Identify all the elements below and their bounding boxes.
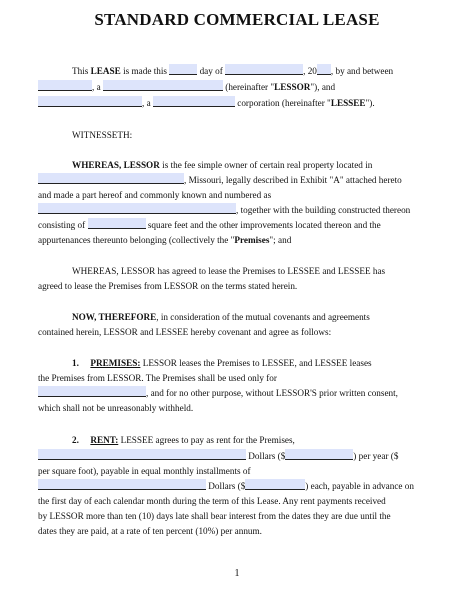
rent-section-line-7: dates they are paid, at a rate of ten percent (10%) per annum. xyxy=(38,526,262,536)
p2-line-1: WHEREAS, LESSOR has agreed to lease the Premises to LESSEE and LESSEE has xyxy=(72,266,386,276)
lessee-name-field[interactable] xyxy=(38,96,142,107)
premises-address-field[interactable] xyxy=(38,203,236,214)
premises-section-line-1: 1. PREMISES: LESSOR leases the Premises to LESSEE, and LESSEE leases xyxy=(72,358,372,368)
rent-section-line-3: per square foot), payable in equal monthly installments of xyxy=(38,466,251,476)
lessee-state-field[interactable] xyxy=(153,96,235,107)
month-field[interactable] xyxy=(225,64,303,75)
premises-section-line-2: the Premises from LESSOR. The Premises shall be used only for xyxy=(38,373,277,383)
p2-line-2: agreed to lease the Premises from LESSOR on the terms stated herein. xyxy=(38,281,298,291)
permitted-use-field[interactable] xyxy=(38,386,146,397)
witnesseth-heading: WITNESSETH: xyxy=(72,130,133,140)
p1-line-4: , together with the building constructed thereon xyxy=(38,203,410,217)
premises-section-line-4: which shall not be unreasonably withheld. xyxy=(38,403,194,413)
p1-line-5: consisting of square feet and the other improvements located thereon and the xyxy=(38,220,381,230)
rent-section-line-4: Dollars ($ ) each, payable in advance on xyxy=(38,479,414,493)
annual-rent-amount-field[interactable] xyxy=(285,449,353,460)
premises-heading: PREMISES: xyxy=(90,358,141,368)
monthly-rent-amount-field[interactable] xyxy=(245,479,305,490)
page-number: 1 xyxy=(234,568,240,579)
county-field[interactable] xyxy=(38,173,184,184)
annual-rent-words-field[interactable] xyxy=(38,449,246,460)
p1-line-6: appurtenances thereunto belonging (collectively the "Premises"; and xyxy=(38,235,292,245)
p3-line-2: contained herein, LESSOR and LESSEE hereby covenant and agree as follows: xyxy=(38,327,332,337)
day-field[interactable] xyxy=(169,64,197,75)
rent-section-line-6: by LESSOR more than ten (10) days late shall bear interest from the dates they are due until the xyxy=(38,511,391,521)
p1-line-1: WHEREAS, LESSOR is the fee simple owner of certain real property located in xyxy=(72,160,373,170)
lessor-name-field[interactable] xyxy=(38,80,92,91)
document-title: STANDARD COMMERCIAL LEASE xyxy=(94,10,380,29)
rent-section-line-1: 2. RENT: LESSEE agrees to pay as rent for the Premises, xyxy=(72,435,295,445)
premises-section-line-3: , and for no other purpose, without LESSOR'S prior written consent, xyxy=(38,386,398,400)
rent-section-line-5: the first day of each calendar month during the term of this Lease. Any rent payments received xyxy=(38,496,386,506)
p3-line-1: NOW, THEREFORE, in consideration of the mutual covenants and agreements xyxy=(72,312,370,322)
lessor-type-field[interactable] xyxy=(103,80,223,91)
square-feet-field[interactable] xyxy=(88,218,146,229)
rent-heading: RENT: xyxy=(90,435,119,445)
monthly-rent-words-field[interactable] xyxy=(38,479,206,490)
intro-line-1: This LEASE is made this day of , 20 , by and between xyxy=(72,66,394,76)
intro-line-3: , a corporation (hereinafter "LESSEE"). xyxy=(38,96,375,110)
year-field[interactable] xyxy=(317,64,331,75)
intro-line-2: , a (hereinafter "LESSOR"), and xyxy=(38,80,335,94)
p1-line-2: , Missouri, legally described in Exhibit "A" attached hereto xyxy=(38,173,402,187)
rent-section-line-2: Dollars ($ ) per year ($ xyxy=(38,449,398,463)
p1-line-3: and made a part hereof and commonly known and numbered as xyxy=(38,190,272,200)
